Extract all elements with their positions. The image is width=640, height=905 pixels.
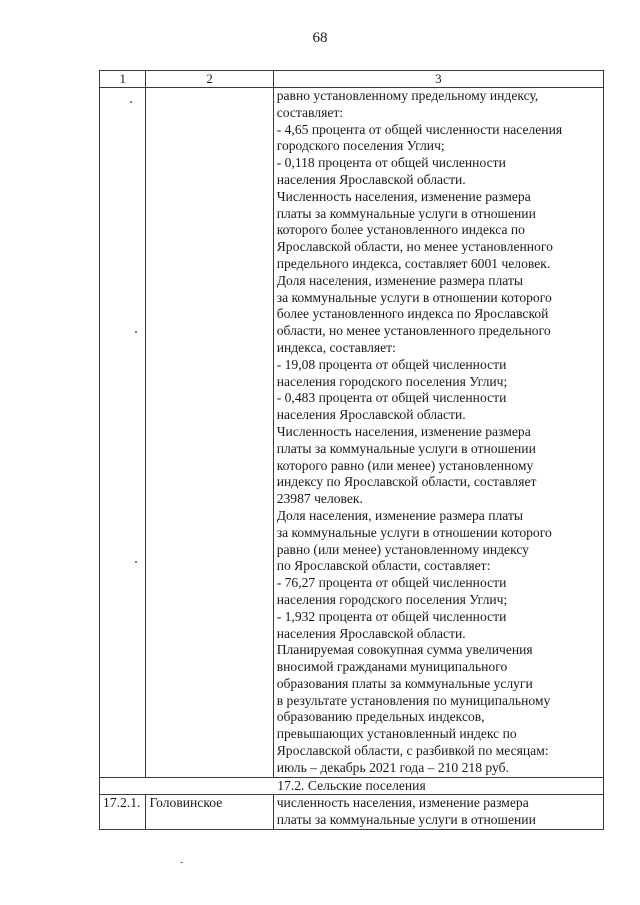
text-line: - 4,65 процента от общей численности населения [276,121,563,137]
text-line: индексу по Ярославской области, составляет [276,474,537,490]
scan-dot [130,101,132,103]
text-line: - 0,483 процента от общей численности [276,390,507,406]
row-number: 17.2.1. [100,795,146,830]
table-header-row [100,71,604,88]
text-line: платы за коммунальные услуги в отношении [276,440,536,456]
text-line: равно (или менее) установленному индексу [276,541,529,557]
text-line: - 0,118 процента от общей численности [276,155,506,171]
text-line: населения Ярославской области. [276,171,466,187]
text-line: которого равно (или менее) установленному [276,457,534,473]
text-line: - 1,932 процента от общей численности [276,608,507,624]
header-col-1: 1 [100,71,146,88]
text-line: численность населения, изменение размера [276,795,529,811]
cell-description [273,88,603,778]
text-line: за коммунальные услуги в отношении которого [276,524,552,540]
text-line: по Ярославской области, составляет: [276,558,491,574]
page-number: 68 [312,30,328,46]
text-line: которого более установленного индекса по [276,222,525,238]
text-line: Численность населения, изменение размера [276,423,531,439]
text-line: населения Ярославской области. [276,625,466,641]
scan-dot [135,561,137,563]
subsection-title: 17.2. Сельские поселения [100,777,604,795]
text-line: равно установленному предельному индексу, [276,88,539,103]
text-line: индекса, составляет: [276,339,396,355]
cell-number-empty [100,88,146,778]
text-line: превышающих установленный индекс по [276,726,517,742]
text-line: Доля населения, изменение размера платы [276,272,524,288]
text-line: вносимой гражданами муниципального [276,659,508,675]
text-line: составляет: [276,104,344,120]
text-line: области, но менее установленного предельного [276,323,551,339]
text-line: населения Ярославской области. [276,407,466,423]
text-line: образованию предельных индексов, [276,709,485,725]
text-line: в результате установления по муниципальному [276,692,551,708]
text-line: городского поселения Углич; [276,138,445,154]
text-line: образования платы за коммунальные услуги [276,675,533,691]
text-line: Доля населения, изменение размера платы [276,507,524,523]
text-line: - 19,08 процента от общей численности [276,356,507,372]
text-line: населения городского поселения Углич; [276,591,508,607]
scan-mark [180,862,183,863]
text-line: Планируемая совокупная сумма увеличения [276,642,533,658]
header-col-3: 3 [273,71,603,88]
text-line: платы за коммунальные услуги в отношении [276,812,536,828]
text-line: за коммунальные услуги в отношении которого [276,289,552,305]
row-description [273,795,603,830]
text-line: Ярославской области, но менее установленного [276,239,553,255]
text-line: более установленного индекса по Ярославской [276,306,549,322]
text-line: Численность населения, изменение размера [276,188,531,204]
text-line: Ярославской области, с разбивкой по месяцам: [276,743,549,759]
cell-name-empty [146,88,273,778]
data-table [99,70,604,830]
table-row-subsection [100,777,604,795]
text-line: платы за коммунальные услуги в отношении [276,205,536,221]
text-line: 23987 человек. [276,491,363,507]
table-row [100,795,604,830]
scan-dot [135,331,137,333]
text-line: - 76,27 процента от общей численности [276,575,507,591]
table-row-continuation [100,88,604,778]
row-name: Головинское [146,795,273,830]
header-col-2: 2 [146,71,273,88]
text-line: предельного индекса, составляет 6001 человек. [276,255,551,271]
text-line: июль – декабрь 2021 года – 210 218 руб. [276,759,509,775]
text-line: населения городского поселения Углич; [276,373,508,389]
